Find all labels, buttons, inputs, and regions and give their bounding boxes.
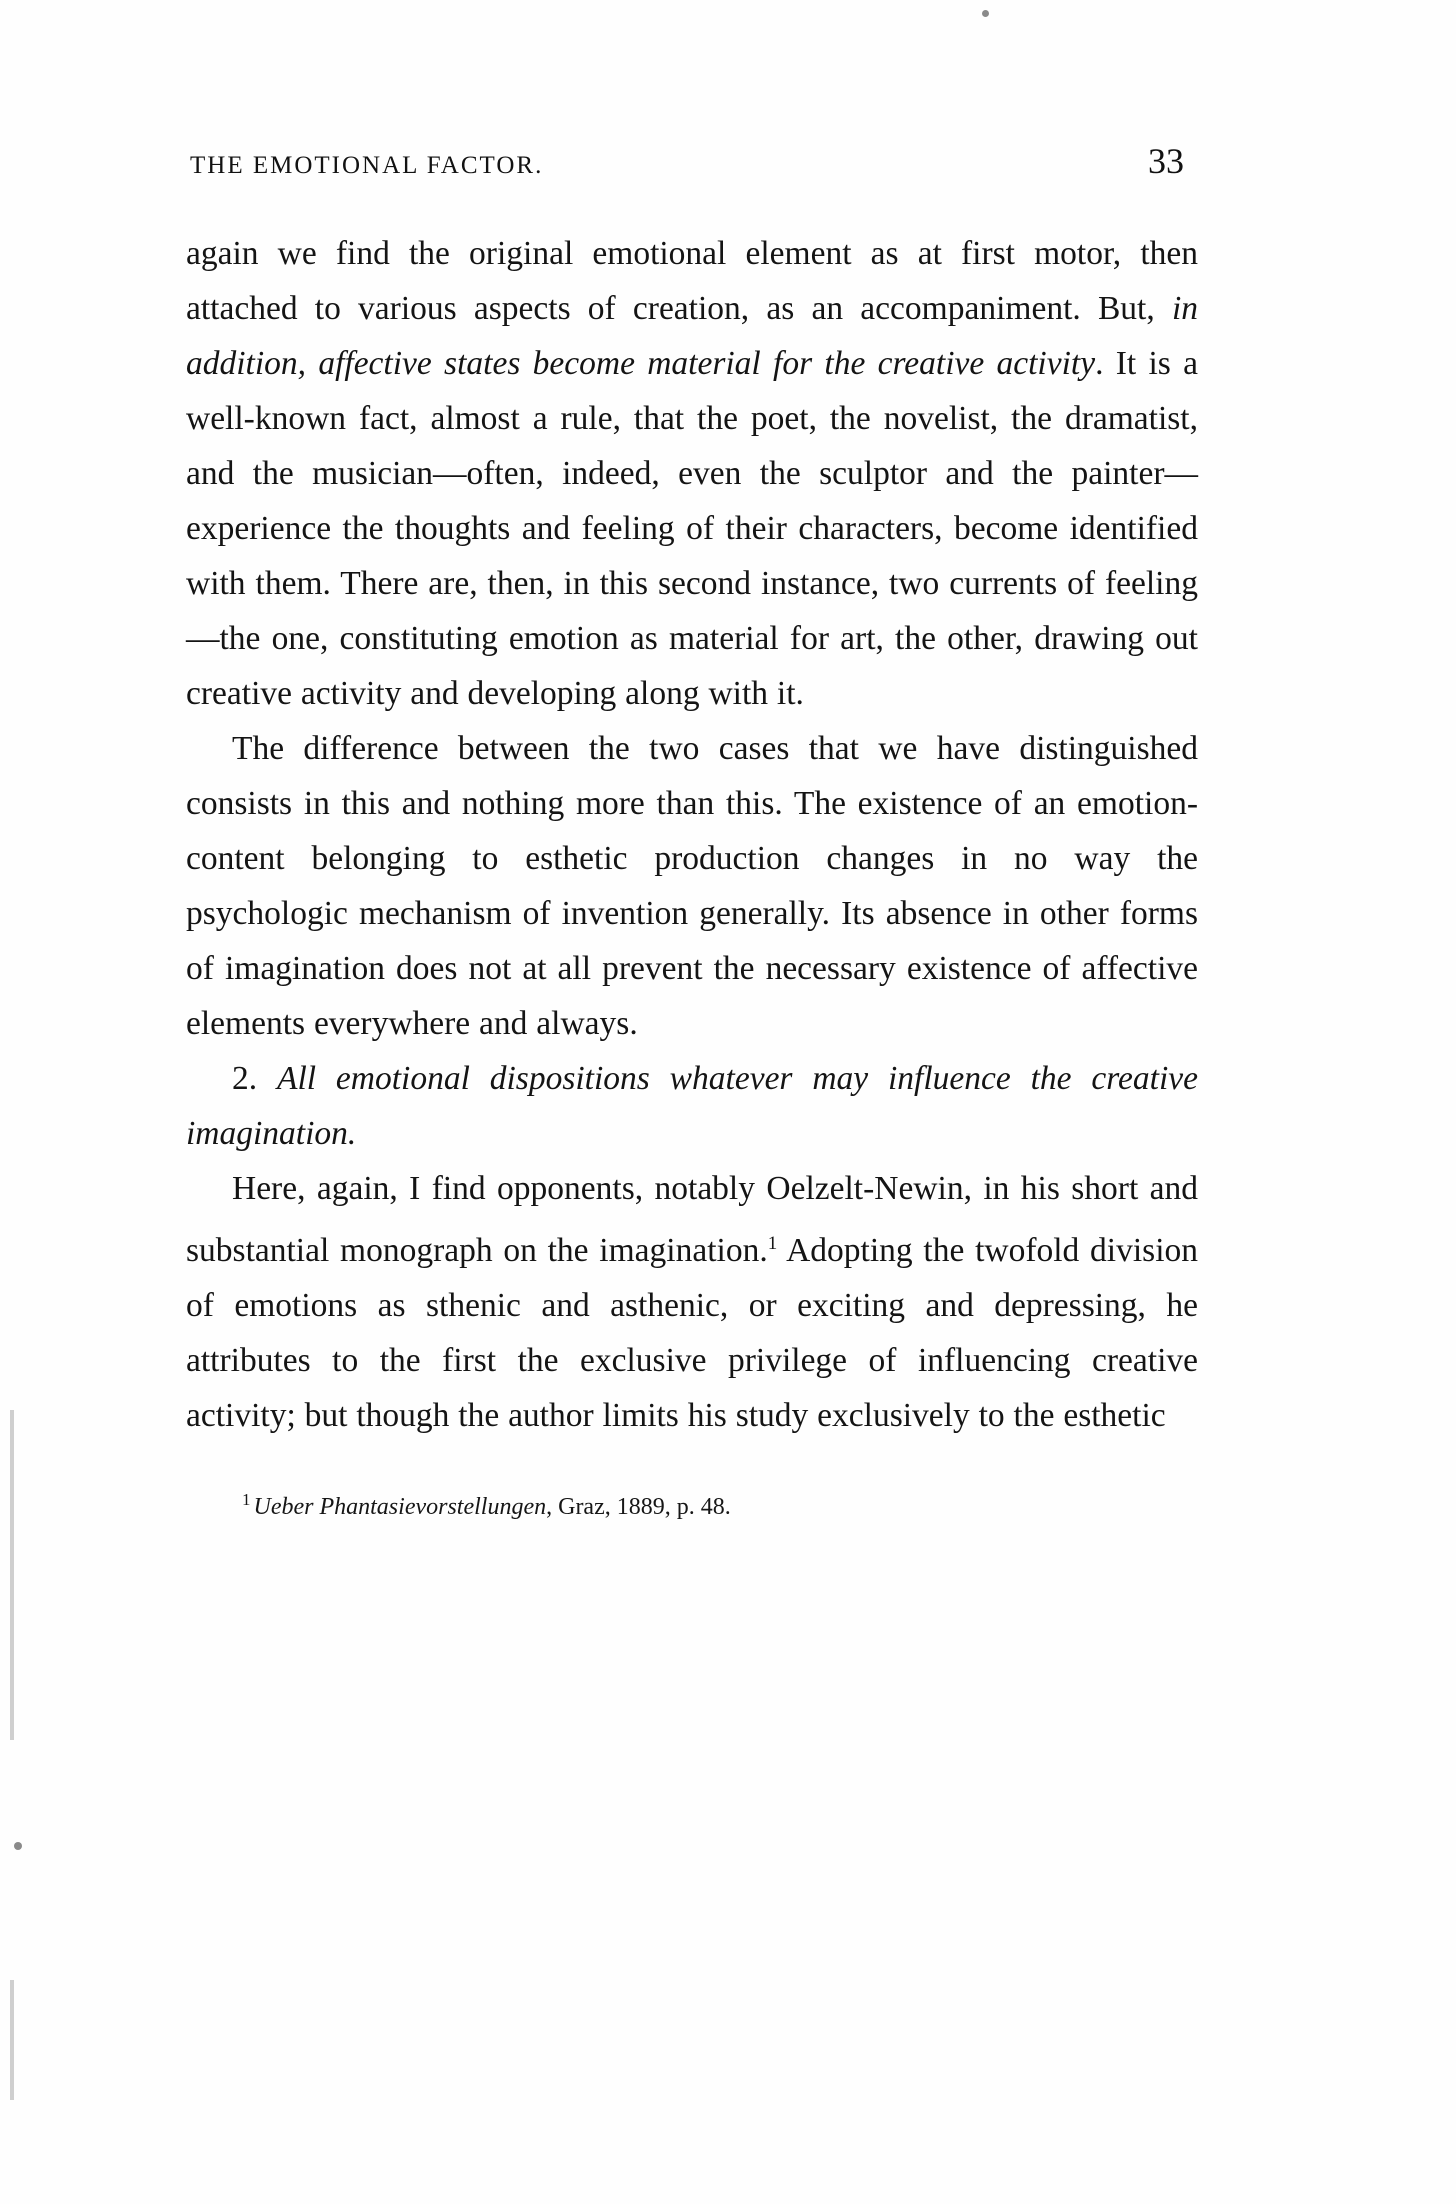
text-run: . It is a well-known fact, almost a rule, that the poet, the novelist, the dramatist, and the musician—often, indeed, even the sculptor and the painter—experience the thoughts and feeling of their characters, become identified with them. There are, then, in this second instance, two currents of feeling —the one, constituting emotion as material for art, the other, drawing out creative activity and developing along with it. (186, 345, 1198, 712)
scan-speck (14, 1842, 22, 1850)
text-run: Here, again, I find opponents, notably Oelzelt-Newin, in his short and substantial monograph on the imagination. (186, 1170, 1198, 1270)
scan-edge-line (10, 1980, 14, 2100)
scan-speck (982, 10, 989, 17)
text-run: 2. (232, 1060, 277, 1097)
footnote (186, 1483, 1198, 1524)
paragraph (186, 226, 1198, 721)
text-run: again we find the original emotional element as at first motor, then attached to various aspects of creation, as an accompaniment. But, (186, 235, 1198, 327)
paragraph (186, 1051, 1198, 1161)
text-run: Adopting the twofold division of emotions as sthenic and asthenic, or exciting and depressing, he attributes to the first the exclusive privilege of influencing creative activity; but though the author limits his study exclusively to the esthetic (186, 1232, 1199, 1435)
text-run: The difference between the two cases that we have distinguished consists in this and nothing more than this. The existence of an emotion-content belonging to esthetic production changes in no way the psychologic mechanism of invention generally. Its absence in other forms of imagination does not at all prevent the necessary existence of affective elements everywhere and always. (186, 730, 1198, 1042)
emphasized-text: All emotional dispositions whatever may influence the creative imagination. (186, 1060, 1199, 1152)
footnote-marker: 1 (242, 1490, 251, 1510)
footnote-reference: 1 (767, 1233, 778, 1254)
body-text (186, 226, 1198, 1443)
running-head: THE EMOTIONAL FACTOR. (190, 152, 544, 179)
scan-edge-line (10, 1410, 14, 1740)
paragraph (186, 721, 1198, 1051)
page-content (186, 140, 1198, 1524)
footnote-title: Ueber Phantasievorstellungen (253, 1494, 547, 1521)
paragraph (186, 1161, 1198, 1443)
footnote-citation: , Graz, 1889, p. 48. (546, 1494, 731, 1521)
page-number: 33 (1148, 141, 1184, 181)
page-header (186, 140, 1198, 182)
emphasized-text: in addition, affective states become material for the creative activity (186, 290, 1198, 382)
